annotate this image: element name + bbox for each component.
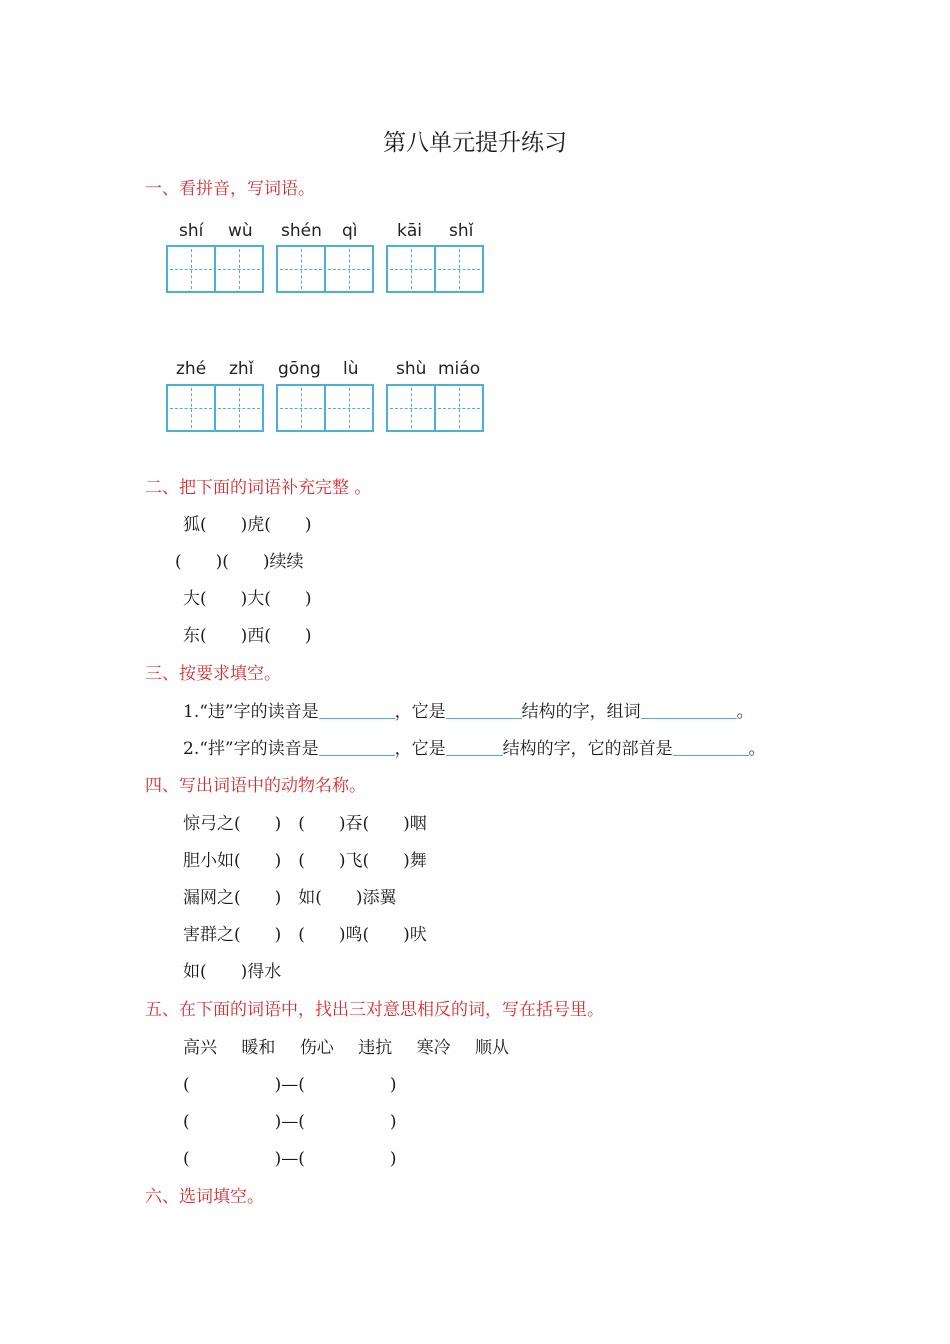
pinyin: shí: [179, 221, 204, 241]
fill-item[interactable]: 狐( )虎( ): [183, 515, 312, 535]
word: 伤心: [299, 1038, 334, 1058]
animal-idiom[interactable]: 惊弓之( ) ( )吞( )咽: [183, 814, 427, 834]
antonym-pair[interactable]: ( )—( ): [183, 1075, 397, 1095]
antonym-pair[interactable]: ( )—( ): [183, 1112, 397, 1132]
section-2-heading: 二、把下面的词语补充完整 。: [145, 478, 372, 498]
pinyin: zhé: [176, 359, 207, 379]
writing-grid[interactable]: [166, 384, 264, 432]
word: 违抗: [358, 1038, 393, 1058]
writing-grid[interactable]: [276, 384, 374, 432]
page-title: 第八单元提升练习: [383, 130, 567, 156]
section-5-heading: 五、在下面的词语中，找出三对意思相反的词，写在括号里。: [145, 1000, 604, 1020]
section-1-heading: 一、看拼音，写词语。: [145, 179, 315, 199]
writing-grid[interactable]: [276, 245, 374, 293]
q3-2-text-b: ，它是: [394, 739, 446, 759]
animal-idiom[interactable]: 胆小如( ) ( )飞( )舞: [183, 851, 427, 871]
animal-idiom[interactable]: 如( )得水: [183, 962, 282, 982]
fill-item[interactable]: 东( )西( ): [183, 626, 312, 646]
section-4-heading: 四、写出词语中的动物名称。: [145, 776, 366, 796]
pinyin: shù: [396, 359, 427, 379]
q3-1-text-b: ，它是: [394, 702, 446, 722]
question-3-1: [183, 697, 754, 722]
q3-2-text-a: 2.“拌”字的读音是: [183, 739, 319, 759]
word: 暖和: [241, 1038, 276, 1058]
section-3-heading: 三、按要求填空。: [145, 664, 281, 684]
writing-grid[interactable]: [386, 384, 484, 432]
answer-blank[interactable]: [446, 739, 503, 756]
writing-grid[interactable]: [386, 245, 484, 293]
animal-idiom[interactable]: 漏网之( ) 如( )添翼: [183, 888, 397, 908]
pinyin: shǐ: [449, 221, 474, 241]
q3-2-text-d: 。: [748, 739, 766, 759]
pinyin: qì: [342, 221, 358, 241]
writing-grid[interactable]: [166, 245, 264, 293]
q3-1-text-d: 。: [736, 702, 754, 722]
antonym-pair[interactable]: ( )—( ): [183, 1149, 397, 1169]
q3-1-text-c: 结构的字，组词: [521, 702, 641, 722]
q3-2-text-c: 结构的字，它的部首是: [502, 739, 673, 759]
answer-blank[interactable]: [673, 739, 749, 756]
pinyin: lù: [343, 359, 359, 379]
word-bank: [183, 1033, 509, 1058]
animal-idiom[interactable]: 害群之( ) ( )鸣( )吠: [183, 925, 427, 945]
pinyin: wù: [228, 221, 253, 241]
q3-1-text-a: 1.“违”字的读音是: [183, 702, 319, 722]
word: 高兴: [183, 1038, 217, 1058]
pinyin: shén: [281, 221, 322, 241]
answer-blank[interactable]: [641, 702, 737, 719]
pinyin: miáo: [438, 359, 481, 379]
pinyin: gōng: [278, 359, 321, 379]
fill-item[interactable]: 大( )大( ): [183, 589, 312, 609]
word: 顺从: [475, 1038, 510, 1058]
answer-blank[interactable]: [446, 702, 522, 719]
pinyin: zhǐ: [229, 359, 254, 379]
question-3-2: [183, 734, 766, 759]
section-6-heading: 六、选词填空。: [145, 1187, 264, 1207]
word: 寒冷: [416, 1038, 451, 1058]
answer-blank[interactable]: [319, 702, 395, 719]
pinyin: kāi: [397, 221, 422, 241]
answer-blank[interactable]: [319, 739, 395, 756]
fill-item[interactable]: ( )( )续续: [175, 552, 304, 572]
